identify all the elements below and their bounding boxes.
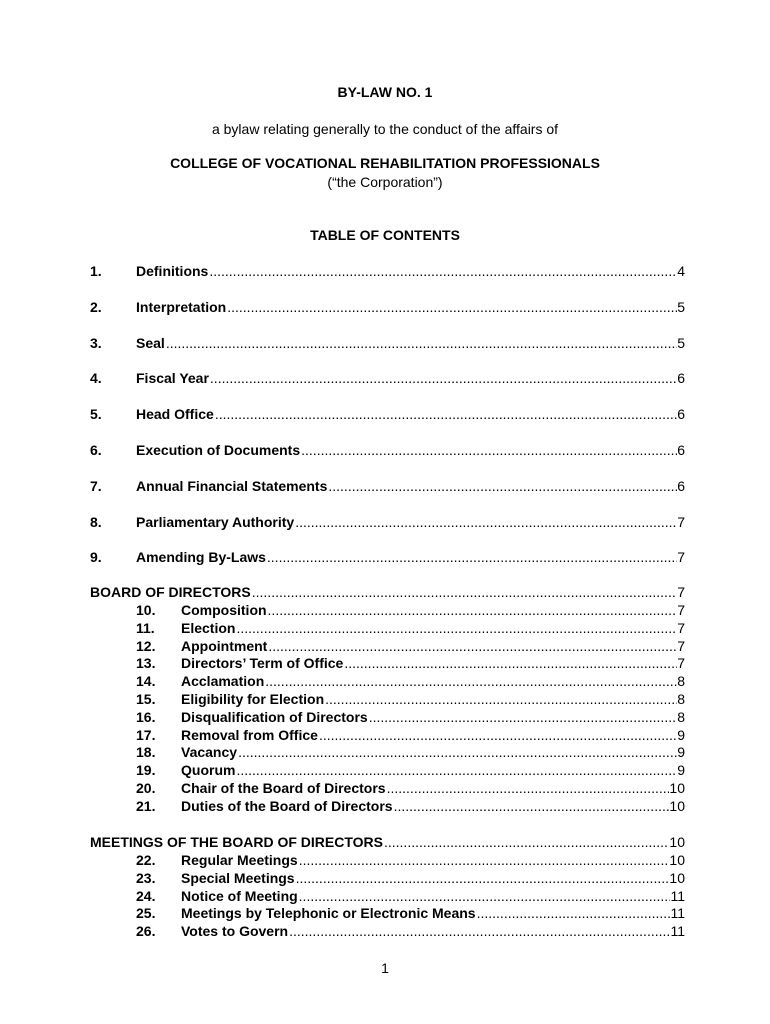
dot-leader [368,708,678,726]
toc-entry-title: Definitions [136,263,209,279]
toc-entry-page: 7 [677,602,685,618]
toc-entry-page: 10 [669,869,685,886]
toc-entry-page: 10 [669,834,685,850]
toc-entry-title: Duties of the Board of Directors [181,797,393,814]
toc-entry-title: Special Meetings [181,869,295,886]
dot-leader [324,690,677,708]
toc-entry-number: 22. [136,852,156,868]
dot-leader [214,405,677,423]
toc-subentry[interactable] [136,690,685,708]
dot-leader [393,797,670,815]
toc-entry-number: 24. [136,887,156,904]
toc-entry-title: Amending By-Laws [136,549,266,566]
dot-leader [386,779,670,797]
toc-heading: TABLE OF CONTENTS [310,227,460,243]
toc-section-heading[interactable] [90,583,685,601]
dot-leader [235,761,677,779]
toc-entry-number: 21. [136,797,156,814]
toc-entry-number: 25. [136,905,156,922]
toc-entry-number: 13. [136,655,156,672]
toc-entry-page: 6 [677,370,685,387]
toc-entry-title: Appointment [181,637,268,654]
toc-entry-page: 9 [677,726,685,743]
toc-subentry[interactable] [136,619,685,637]
toc-entry-title: BOARD OF DIRECTORS [90,584,251,600]
toc-entry-page: 5 [677,298,685,315]
toc-entry-page: 8 [677,691,685,707]
toc-subentry[interactable] [136,761,685,779]
toc-entry-number: 20. [136,780,156,796]
toc-entry-number: 10. [136,602,156,618]
toc-entry-page: 7 [677,513,685,530]
toc-entry-page: 7 [677,619,685,636]
toc-entry-number: 15. [136,691,156,707]
toc-section-heading[interactable] [90,833,685,851]
corporation-alias: (“the Corporation”) [327,174,443,190]
toc-entry-title: MEETINGS OF THE BOARD OF DIRECTORS [90,834,383,850]
dot-leader [165,334,677,352]
dot-leader [343,654,677,672]
toc-entry-title: Removal from Office [181,726,318,743]
toc-entry-page: 8 [677,673,685,690]
toc-subentry[interactable] [136,887,685,905]
toc-entry[interactable] [90,548,685,566]
toc-subentry[interactable] [136,726,685,744]
toc-entry[interactable] [90,405,685,423]
toc-entry-page: 6 [677,442,685,458]
toc-entry-title: Acclamation [181,673,265,690]
toc-entry[interactable] [90,369,685,387]
toc-subentry[interactable] [136,672,685,690]
toc-subentry[interactable] [136,851,685,869]
toc-subentry[interactable] [136,654,685,672]
dot-leader [288,922,670,940]
dot-leader [476,904,671,922]
toc-entry-number: 7. [90,477,102,494]
toc-entry-number: 17. [136,726,156,743]
toc-entry-number: 5. [90,406,102,423]
toc-subentry[interactable] [136,743,685,761]
toc-entry-title: Eligibility for Election [181,691,325,707]
toc-entry-title: Quorum [181,762,236,779]
dot-leader [327,477,677,495]
toc-entry-number: 14. [136,673,156,690]
toc-entry-title: Election [181,619,236,636]
toc-entry-page: 10 [669,852,685,868]
dot-leader [235,619,677,637]
toc-entry-number: 8. [90,513,102,530]
toc-entry-title: Chair of the Board of Directors [181,780,386,796]
dot-leader [208,262,677,280]
toc-entry-number: 3. [90,334,102,351]
toc-entry-page: 4 [677,263,685,279]
toc-entry-number: 18. [136,744,156,761]
toc-entry-title: Vacancy [181,744,238,761]
toc-subentry[interactable] [136,708,685,726]
dot-leader [298,887,671,905]
toc-entry-page: 5 [677,334,685,351]
toc-entry-title: Notice of Meeting [181,887,298,904]
toc-entry-number: 19. [136,762,156,779]
toc-entry-page: 7 [677,549,685,566]
toc-entry-number: 12. [136,637,156,654]
toc-entry-page: 7 [677,637,685,654]
bylaw-subtitle: a bylaw relating generally to the conduct of the affairs of [211,121,559,137]
dot-leader [383,833,669,851]
toc-entry-page: 10 [669,797,685,814]
toc-subentry[interactable] [136,779,685,797]
toc-entry-page: 11 [670,887,685,904]
toc-entry-title: Seal [136,334,165,351]
dot-leader [267,637,677,655]
toc-entry[interactable] [90,262,685,280]
toc-entry-page: 11 [670,923,685,940]
toc-entry[interactable] [90,334,685,352]
toc-subentry[interactable] [136,904,685,922]
dot-leader [295,869,670,887]
toc-entry-title: Disqualification of Directors [181,708,368,725]
toc-entry-page: 9 [677,744,685,761]
toc-entry-title: Votes to Govern [181,923,289,940]
toc-entry-page: 7 [677,655,685,672]
toc-entry-title: Directors’ Term of Office [181,655,344,672]
toc-entry-page: 11 [670,905,685,922]
dot-leader [251,583,677,601]
dot-leader [264,672,677,690]
toc-entry-number: 4. [90,370,102,387]
toc-subentry[interactable] [136,797,685,815]
toc-entry-number: 9. [90,549,102,566]
toc-entry-page: 6 [677,406,685,423]
toc-entry-title: Regular Meetings [181,852,298,868]
toc-entry-title: Execution of Documents [136,442,301,458]
toc-entry[interactable] [90,477,685,495]
dot-leader [294,513,677,531]
toc-entry-page: 8 [677,708,685,725]
bylaw-title: BY-LAW NO. 1 [337,84,433,100]
toc-entry-title: Interpretation [136,298,227,315]
organization-name: COLLEGE OF VOCATIONAL REHABILITATION PROFESSIONALS [170,155,600,171]
dot-leader [298,851,670,869]
dot-leader [267,601,678,619]
toc-entry-number: 11. [136,619,155,636]
toc-entry-number: 26. [136,923,156,940]
dot-leader [226,298,677,316]
toc-subentry[interactable] [136,637,685,655]
dot-leader [237,743,677,761]
toc-subentry[interactable] [136,922,685,940]
toc-entry-title: Annual Financial Statements [136,477,328,494]
toc-entry[interactable] [90,441,685,459]
toc-entry-page: 7 [677,584,685,600]
toc-entry[interactable] [90,298,685,316]
toc-entry-page: 6 [677,477,685,494]
dot-leader [318,726,677,744]
page-number: 1 [381,960,389,976]
dot-leader [300,441,677,459]
toc-entry-title: Meetings by Telephonic or Electronic Means [181,905,476,922]
toc-entry-page: 9 [677,762,685,779]
toc-entry-number: 6. [90,442,102,458]
dot-leader [266,548,677,566]
toc-entry-title: Composition [181,602,267,618]
toc-entry-number: 1. [90,263,102,279]
toc-entry-title: Head Office [136,406,214,423]
dot-leader [209,369,677,387]
toc-entry-page: 10 [669,780,685,796]
toc-entry-number: 16. [136,708,156,725]
toc-entry[interactable] [90,513,685,531]
toc-entry-number: 23. [136,869,156,886]
toc-entry-title: Fiscal Year [136,370,209,387]
toc-entry-number: 2. [90,298,102,315]
toc-subentry[interactable] [136,869,685,887]
toc-entry-title: Parliamentary Authority [136,513,295,530]
toc-subentry[interactable] [136,601,685,619]
